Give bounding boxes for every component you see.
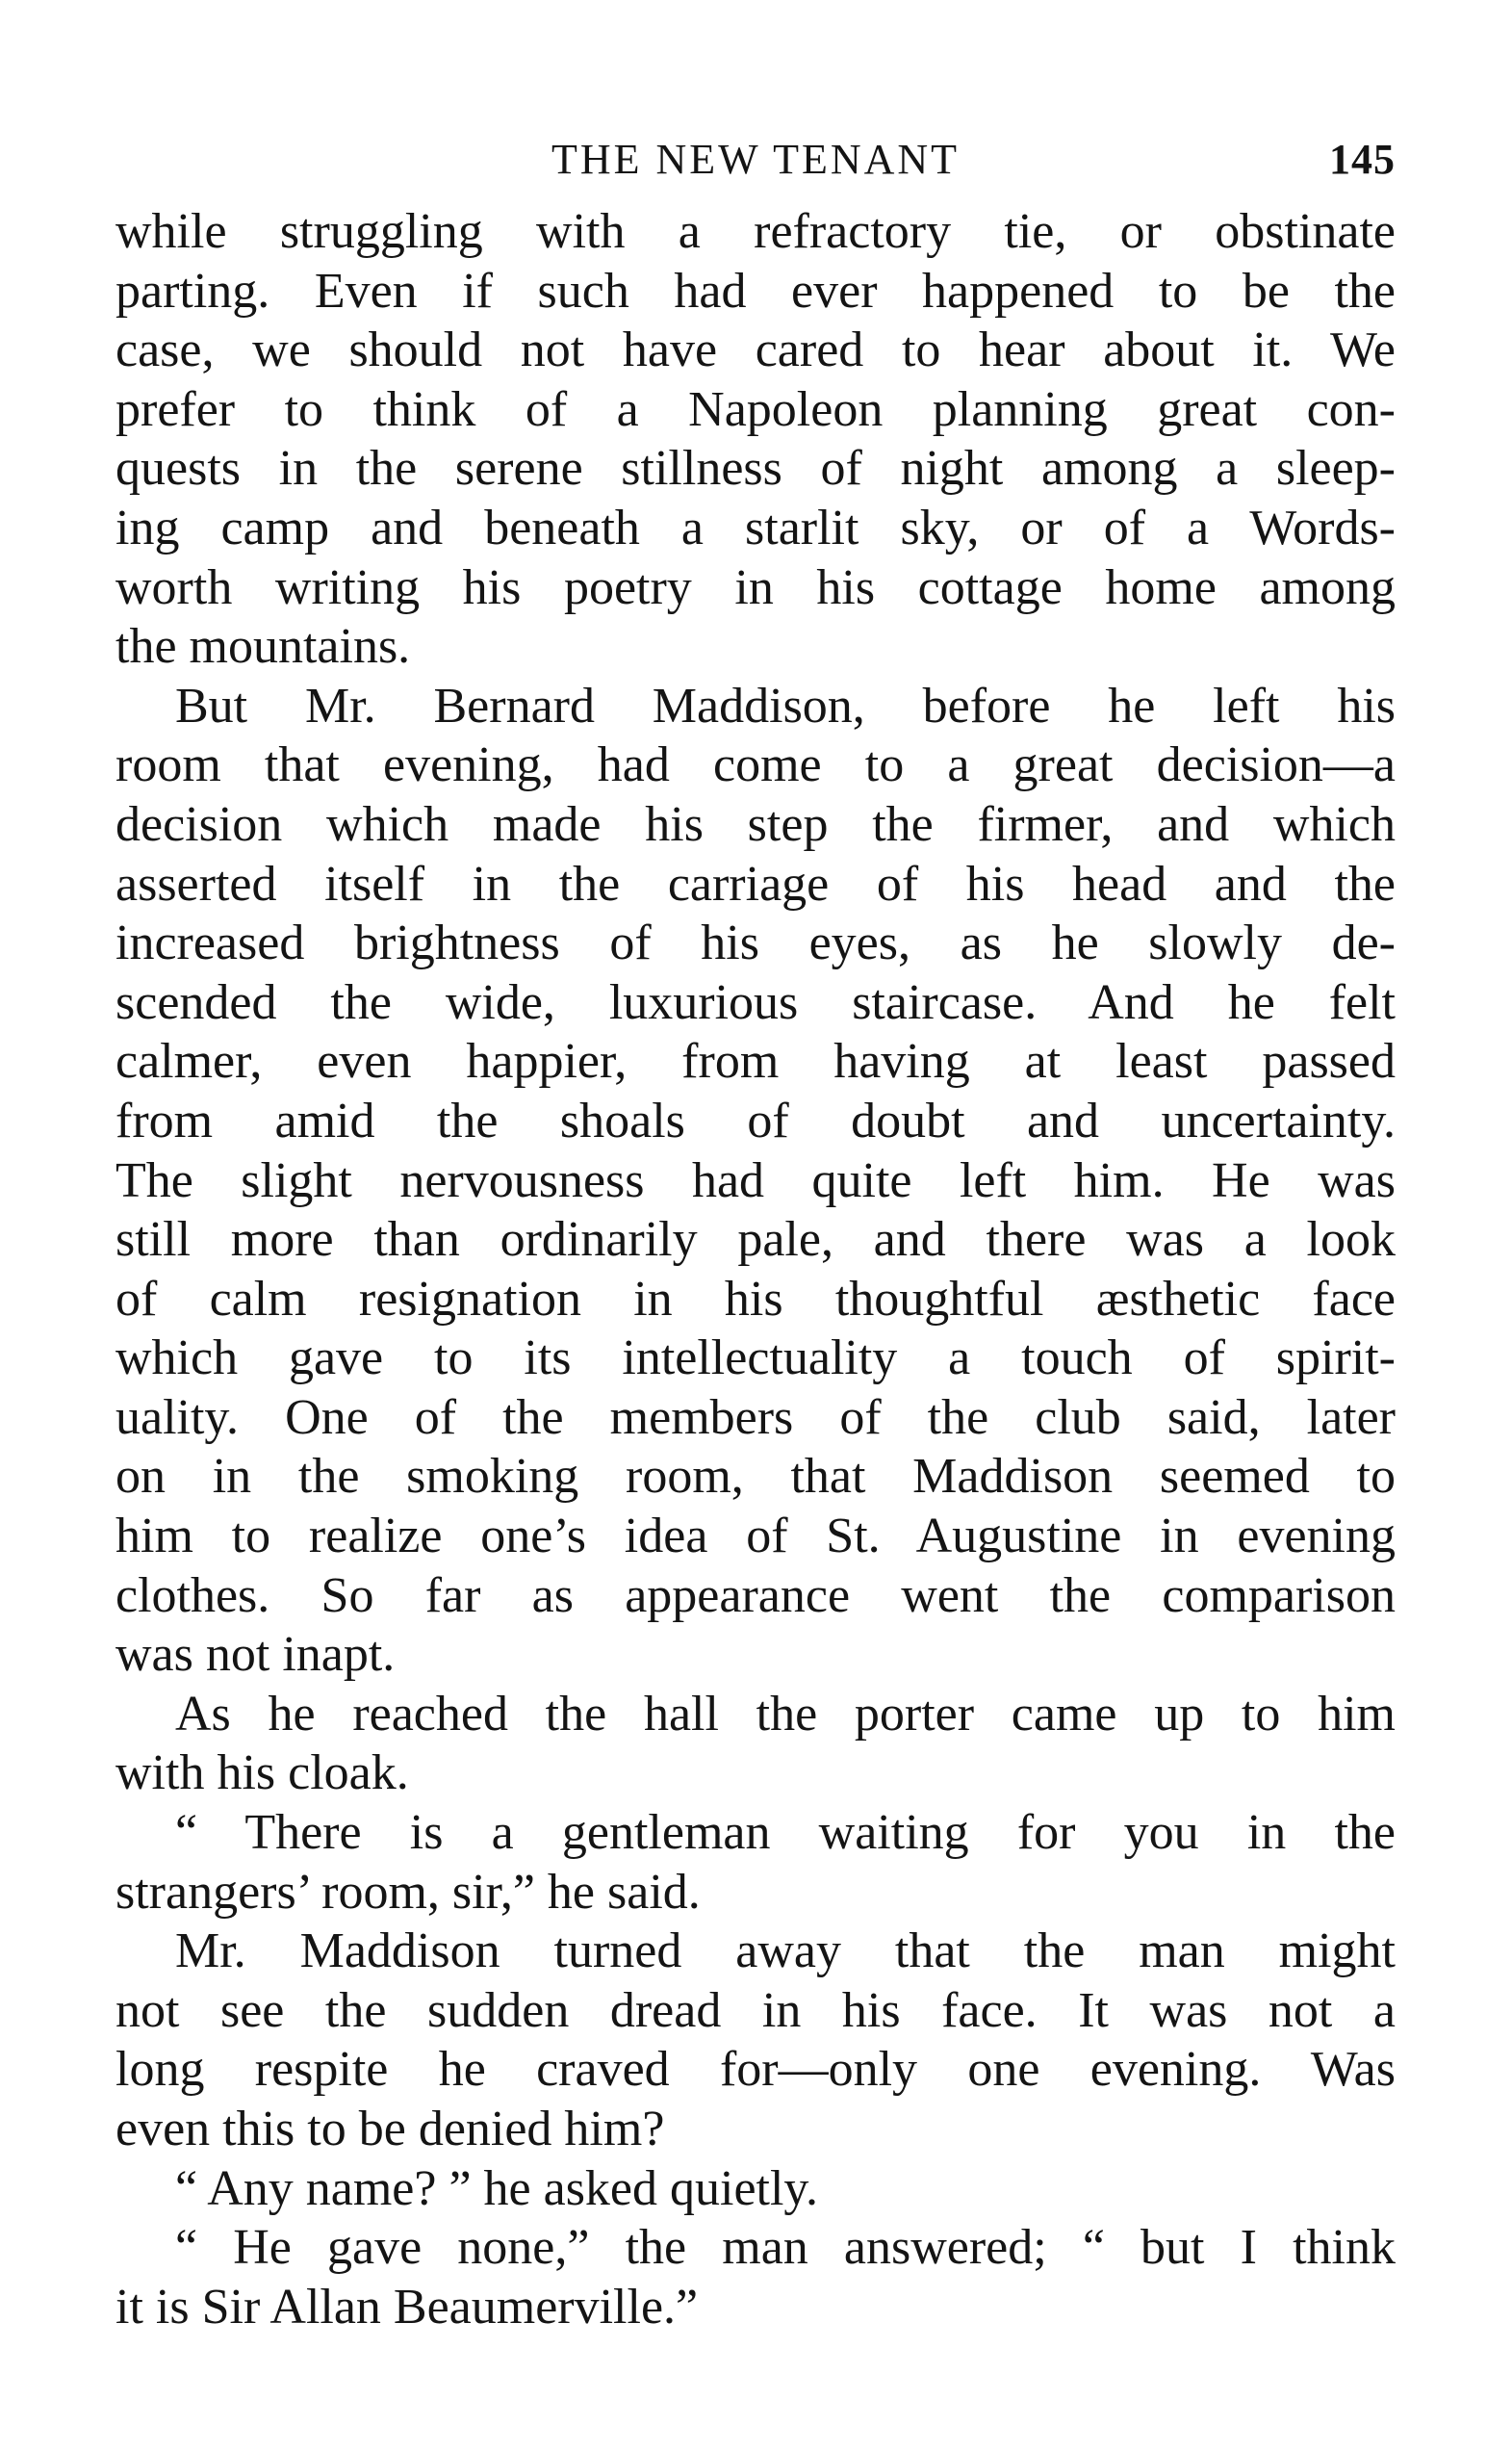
- paragraph: [115, 2218, 1396, 2336]
- text-line: strangers’ room, sir,” he said.: [115, 1864, 701, 1920]
- text-line: ing camp and beneath a starlit sky, or of a Words-: [115, 500, 1396, 555]
- text-line: the mountains.: [115, 619, 411, 675]
- text-line: But Mr. Bernard Maddison, before he left his: [175, 678, 1396, 734]
- text-line: “ There is a gentleman waiting for you in the: [175, 1805, 1396, 1861]
- text-line: long respite he craved for—only one evening. Was: [115, 2042, 1396, 2098]
- paragraph: [115, 1803, 1396, 1922]
- text-line: “ He gave none,” the man answered; “ but I think: [175, 2220, 1396, 2276]
- paragraph: [115, 2159, 1396, 2219]
- text-line: while struggling with a refractory tie, or obstinate: [115, 204, 1396, 259]
- text-line: worth writing his poetry in his cottage home among: [115, 559, 1396, 615]
- text-line: quests in the serene stillness of night among a sleep-: [115, 441, 1396, 497]
- paragraph: [115, 1685, 1396, 1803]
- text-line: asserted itself in the carriage of his head and the: [115, 856, 1396, 912]
- running-head: [115, 125, 1396, 193]
- text-line: him to realize one’s idea of St. Augustine in evening: [115, 1509, 1396, 1564]
- text-line: was not inapt.: [115, 1627, 396, 1683]
- paragraph: [115, 677, 1396, 1685]
- text-line: uality. One of the members of the club said, later: [115, 1389, 1396, 1445]
- text-line: not see the sudden dread in his face. It was not a: [115, 1982, 1396, 2038]
- running-title: THE NEW TENANT: [551, 136, 961, 183]
- text-line: even this to be denied him?: [115, 2102, 665, 2156]
- paragraph: [115, 202, 1396, 677]
- text-line: parting. Even if such had ever happened to be the: [115, 263, 1396, 319]
- text-line: scended the wide, luxurious staircase. And he felt: [115, 974, 1396, 1030]
- text-line: decision which made his step the firmer, and which: [115, 796, 1396, 852]
- text-line: As he reached the hall the porter came up to him: [175, 1686, 1396, 1742]
- text-line: from amid the shoals of doubt and uncertainty.: [115, 1093, 1396, 1149]
- text-line: Mr. Maddison turned away that the man might: [175, 1923, 1396, 1979]
- text-line: case, we should not have cared to hear about it. We: [115, 323, 1396, 378]
- text-line: increased brightness of his eyes, as he slowly de-: [115, 916, 1396, 971]
- text-line: with his cloak.: [115, 1745, 409, 1801]
- page-number: 145: [1329, 136, 1396, 183]
- text-line: prefer to think of a Napoleon planning great con-: [115, 381, 1396, 437]
- paragraph: [115, 1922, 1396, 2158]
- text-line: it is Sir Allan Beaumerville.”: [115, 2279, 699, 2335]
- text-line: of calm resignation in his thoughtful æsthetic face: [115, 1271, 1396, 1327]
- book-page: [115, 125, 1396, 2336]
- text-line: The slight nervousness had quite left him. He was: [115, 1152, 1396, 1208]
- text-line: on in the smoking room, that Maddison seemed to: [115, 1449, 1396, 1505]
- body-text: [115, 202, 1396, 2336]
- text-line: calmer, even happier, from having at least passed: [115, 1034, 1396, 1090]
- text-line: still more than ordinarily pale, and there was a look: [115, 1212, 1396, 1268]
- text-line: “ Any name? ” he asked quietly.: [175, 2160, 819, 2216]
- text-line: which gave to its intellectuality a touch of spirit-: [115, 1330, 1396, 1386]
- text-line: room that evening, had come to a great decision—a: [115, 737, 1396, 793]
- text-line: clothes. So far as appearance went the comparison: [115, 1567, 1396, 1623]
